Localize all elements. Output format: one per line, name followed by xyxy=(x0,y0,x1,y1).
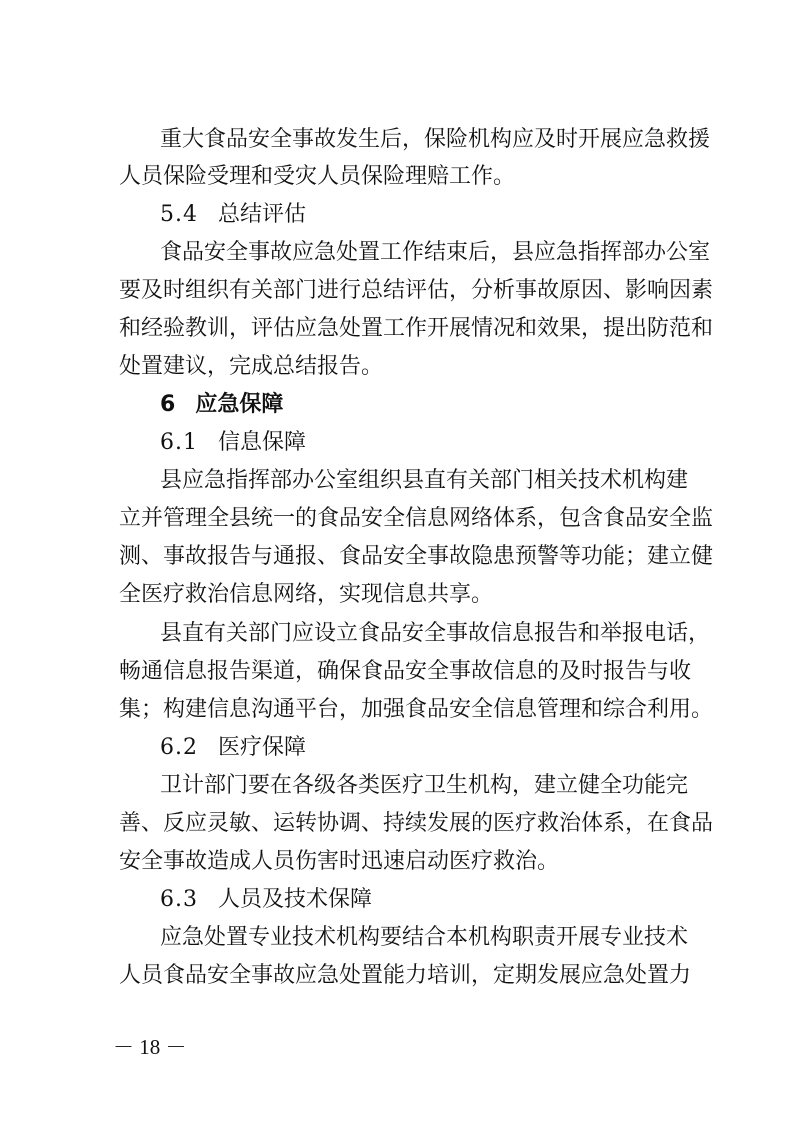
paragraph-line: 要及时组织有关部门进行总结评估，分析事故原因、影响因素 xyxy=(119,278,714,303)
paragraph-line: 卫计部门要在各级各类医疗卫生机构，建立健全功能完 xyxy=(160,773,689,798)
section-heading-6-1 xyxy=(160,429,679,457)
paragraph-line: 测、事故报告与通报、食品安全事故隐患预警等功能；建立健 xyxy=(119,544,714,569)
section-heading-6-3 xyxy=(160,886,679,914)
paragraph-line: 立并管理全县统一的食品安全信息网络体系，包含食品安全监 xyxy=(119,506,714,531)
section-number: 5.4 xyxy=(160,202,198,227)
section-number: 6.3 xyxy=(160,887,198,912)
paragraph-line: 善、反应灵敏、运转协调、持续发展的医疗救治体系，在食品 xyxy=(119,811,714,836)
section-title: 医疗保障 xyxy=(218,735,307,760)
page-number: － 18 － xyxy=(113,1035,187,1059)
paragraph-line: 集；构建信息沟通平台，加强食品安全信息管理和综合利用。 xyxy=(119,697,714,722)
paragraph-line: 安全事故造成人员伤害时迅速启动医疗救治。 xyxy=(119,849,560,874)
paragraph-line: 畅通信息报告渠道，确保食品安全事故信息的及时报告与收 xyxy=(119,659,692,684)
paragraph-line: 县直有关部门应设立食品安全事故信息报告和举报电话， xyxy=(160,621,711,646)
paragraph-line: 县应急指挥部办公室组织县直有关部门相关技术机构建 xyxy=(160,468,689,493)
paragraph-line: 人员保险受理和受灾人员保险理赔工作。 xyxy=(119,164,516,189)
section-title: 应急保障 xyxy=(195,392,284,417)
chapter-heading-6 xyxy=(160,391,679,419)
section-number: 6.2 xyxy=(160,735,198,760)
section-heading-5-4 xyxy=(160,201,679,229)
section-title: 人员及技术保障 xyxy=(218,887,373,912)
section-title: 信息保障 xyxy=(218,430,307,455)
section-number: 6 xyxy=(160,392,176,417)
paragraph-line: 食品安全事故应急处置工作结束后，县应急指挥部办公室 xyxy=(160,240,711,265)
section-number: 6.1 xyxy=(160,430,198,455)
paragraph-line: 全医疗救治信息网络，实现信息共享。 xyxy=(119,582,494,607)
section-heading-6-2 xyxy=(160,734,679,762)
paragraph-line: 和经验教训，评估应急处置工作开展情况和效果，提出防范和 xyxy=(119,316,714,341)
section-title: 总结评估 xyxy=(218,202,307,227)
paragraph-line: 人员食品安全事故应急处置能力培训，定期发展应急处置力 xyxy=(119,963,692,988)
paragraph-line: 重大食品安全事故发生后，保险机构应及时开展应急救援 xyxy=(160,127,711,152)
paragraph-line: 应急处置专业技术机构要结合本机构职责开展专业技术 xyxy=(160,925,689,950)
paragraph-line: 处置建议，完成总结报告。 xyxy=(119,354,384,379)
